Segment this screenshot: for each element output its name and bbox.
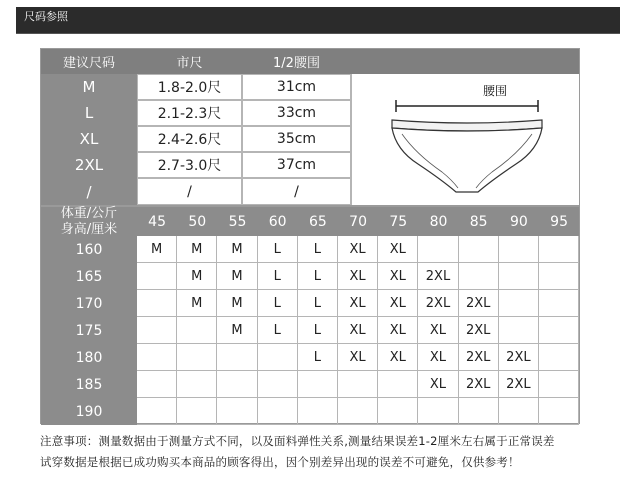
waist-m: 31cm xyxy=(242,74,351,100)
grid-cell: M xyxy=(177,263,217,290)
grid-cell: XL xyxy=(338,236,378,263)
grid-cell xyxy=(137,344,177,371)
grid-cell xyxy=(137,263,177,290)
grid-cell xyxy=(137,398,177,425)
grid-cell xyxy=(539,371,579,398)
grid-cell: L xyxy=(298,236,338,263)
grid-cell: L xyxy=(298,263,338,290)
header-shichi: 市尺 xyxy=(137,49,242,74)
grid-cell xyxy=(499,263,539,290)
height-header: 175 xyxy=(41,317,137,344)
corner-weight-label: 体重/公斤 xyxy=(60,205,118,221)
shichi-xl: 2.4-2.6尺 xyxy=(137,126,242,152)
weight-header: 60 xyxy=(258,207,298,236)
grid-cell xyxy=(298,398,338,425)
grid-cell xyxy=(459,263,499,290)
grid-cell: M xyxy=(177,236,217,263)
grid-cell xyxy=(539,236,579,263)
grid-cell: L xyxy=(298,317,338,344)
grid-cell xyxy=(137,317,177,344)
grid-cell: M xyxy=(217,317,257,344)
grid-cell: XL xyxy=(338,290,378,317)
grid-cell xyxy=(499,236,539,263)
shichi-m: 1.8-2.0尺 xyxy=(137,74,242,100)
height-header: 185 xyxy=(41,371,137,398)
waist-2xl: 37cm xyxy=(242,152,351,178)
grid-cell: 2XL xyxy=(499,344,539,371)
weight-header: 90 xyxy=(499,207,539,236)
size-label-2xl: 2XL xyxy=(41,152,137,178)
grid-cell xyxy=(459,236,499,263)
grid-cell: XL xyxy=(338,317,378,344)
grid-cell xyxy=(258,344,298,371)
grid-cell xyxy=(418,398,458,425)
grid-cell xyxy=(137,371,177,398)
grid-cell: 2XL xyxy=(499,371,539,398)
grid-cell: L xyxy=(258,236,298,263)
weight-height-grid xyxy=(40,206,580,424)
grid-cell: 2XL xyxy=(459,290,499,317)
size-label-slash: / xyxy=(41,178,137,205)
grid-cell xyxy=(217,371,257,398)
notice-line-1: 注意事项：测量数据由于测量方式不同，以及面料弹性关系,测量结果误差1-2厘米左右属于正常误差 xyxy=(40,434,555,448)
corner-height-label: 身高/厘米 xyxy=(60,221,118,237)
grid-cell: 2XL xyxy=(418,263,458,290)
grid-cell: M xyxy=(217,236,257,263)
grid-cell: L xyxy=(258,290,298,317)
notice xyxy=(40,431,600,473)
grid-cell xyxy=(177,398,217,425)
weight-header: 45 xyxy=(137,207,177,236)
weight-header: 70 xyxy=(338,207,378,236)
header-half-waist: 1/2腰围 xyxy=(242,49,351,74)
grid-cell: XL xyxy=(378,317,418,344)
grid-cell: XL xyxy=(378,344,418,371)
grid-cell xyxy=(499,290,539,317)
weight-header: 95 xyxy=(539,207,579,236)
grid-cell: L xyxy=(258,263,298,290)
notice-line-2: 试穿数据是根据已成功购买本商品的顾客得出，因个别差异出现的误差不可避免，仅供参考！ xyxy=(40,455,520,469)
grid-cell xyxy=(137,290,177,317)
diagram-area xyxy=(351,74,579,205)
weight-header: 50 xyxy=(177,207,217,236)
weight-header: 85 xyxy=(459,207,499,236)
weight-header: 65 xyxy=(298,207,338,236)
waist-slash: / xyxy=(242,178,351,205)
underwear-diagram xyxy=(376,80,556,200)
grid-cell: M xyxy=(177,290,217,317)
grid-cell xyxy=(217,398,257,425)
grid-corner xyxy=(41,207,137,236)
grid-cell: 2XL xyxy=(418,290,458,317)
height-header: 170 xyxy=(41,290,137,317)
grid-cell: XL xyxy=(418,371,458,398)
grid-cell: L xyxy=(298,290,338,317)
grid-cell: XL xyxy=(418,344,458,371)
page-title: 尺码参照 xyxy=(24,10,68,23)
grid-cell: XL xyxy=(378,236,418,263)
grid-cell: M xyxy=(217,263,257,290)
grid-cell xyxy=(539,317,579,344)
grid-cell xyxy=(177,344,217,371)
grid-cell: M xyxy=(217,290,257,317)
grid-cell: XL xyxy=(378,290,418,317)
grid-cell: L xyxy=(298,344,338,371)
grid-cell xyxy=(378,398,418,425)
shichi-l: 2.1-2.3尺 xyxy=(137,100,242,126)
grid-cell xyxy=(258,398,298,425)
shichi-2xl: 2.7-3.0尺 xyxy=(137,152,242,178)
height-header: 190 xyxy=(41,398,137,425)
weight-header: 80 xyxy=(418,207,458,236)
size-label-l: L xyxy=(41,100,137,126)
grid-cell: M xyxy=(137,236,177,263)
height-header: 160 xyxy=(41,236,137,263)
grid-cell xyxy=(539,290,579,317)
height-header: 165 xyxy=(41,263,137,290)
waist-xl: 35cm xyxy=(242,126,351,152)
weight-header: 55 xyxy=(217,207,257,236)
grid-cell xyxy=(177,317,217,344)
grid-cell xyxy=(338,398,378,425)
size-reference-table xyxy=(40,48,580,206)
grid-cell: 2XL xyxy=(459,371,499,398)
waist-l: 33cm xyxy=(242,100,351,126)
grid-cell xyxy=(217,344,257,371)
grid-cell xyxy=(258,371,298,398)
grid-cell: XL xyxy=(338,263,378,290)
grid-cell xyxy=(539,398,579,425)
grid-cell: XL xyxy=(338,344,378,371)
header-suggested-size: 建议尺码 xyxy=(41,49,137,74)
grid-cell: 2XL xyxy=(459,317,499,344)
header-divider xyxy=(16,33,620,34)
shichi-slash: / xyxy=(137,178,242,205)
grid-cell: 2XL xyxy=(459,344,499,371)
grid-cell: XL xyxy=(418,317,458,344)
diagram-label-waist: 腰围 xyxy=(482,83,507,98)
grid-cell xyxy=(338,371,378,398)
grid-cell xyxy=(499,317,539,344)
grid-cell: L xyxy=(258,317,298,344)
grid-cell xyxy=(539,263,579,290)
grid-cell xyxy=(378,371,418,398)
grid-cell xyxy=(418,236,458,263)
size-label-m: M xyxy=(41,74,137,100)
size-label-xl: XL xyxy=(41,126,137,152)
header-blank xyxy=(351,49,579,74)
height-header: 180 xyxy=(41,344,137,371)
grid-cell xyxy=(539,344,579,371)
grid-cell xyxy=(298,371,338,398)
grid-cell xyxy=(459,398,499,425)
header-bar xyxy=(16,7,620,33)
grid-cell: XL xyxy=(378,263,418,290)
grid-cell xyxy=(499,398,539,425)
weight-header: 75 xyxy=(378,207,418,236)
grid-cell xyxy=(177,371,217,398)
